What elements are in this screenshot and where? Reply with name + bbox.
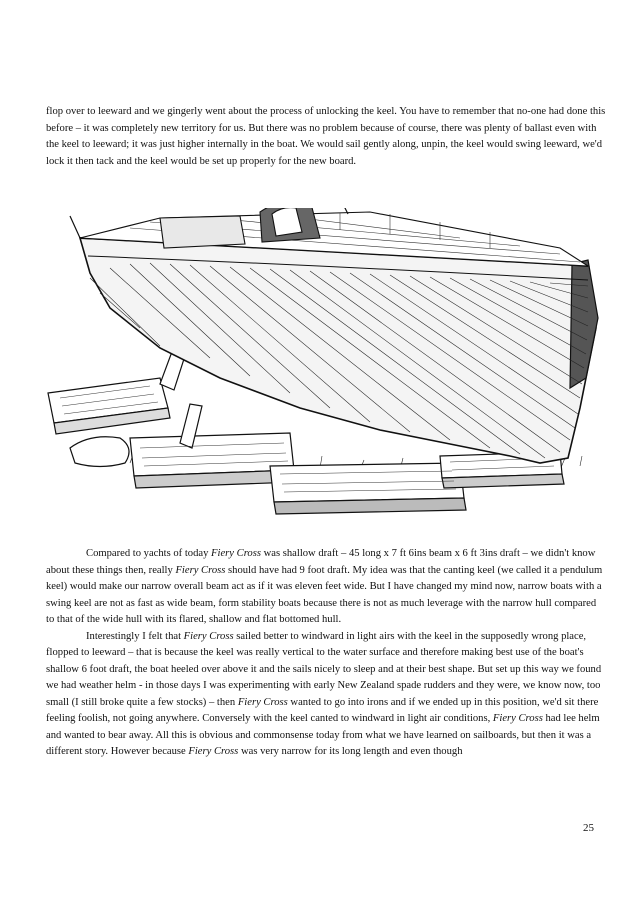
text-run: sailed better to windward in light airs with the keel in the supposedly wrong place, flopped to leeward – that is because the keel was really vertical to the water surface and therefore making best use of the boat's shallow 6 foot draft, the boat heeled over above it and the sails nicely to sleep and at their best shape. But set up this way we found we had weather helm - in those days I was experimenting with early New Zealand spade rudders and they were, we know now, too small (I still broke quite a few stocks) – then	[46, 630, 602, 708]
text-run: had lee helm and wanted to bear away. All this is obvious and commonsense today from what we have learned on sailboards, but then it was a different story. However because	[46, 713, 600, 757]
boat-name: Fiery Cross	[175, 564, 226, 576]
boat-name: Fiery Cross	[211, 548, 261, 559]
boat-name: Fiery Cross	[183, 630, 234, 642]
boat-name: Fiery Cross	[188, 746, 239, 757]
text-run: was very narrow for its long length and even though	[238, 746, 463, 757]
intro-paragraph: flop over to leeward and we gingerly went about the process of unlocking the keel. You have to remember that no-one had done this before – it was completely new territory for us. But there was no problem because of course, there was plenty of ballast even with the keel to leeward; it was just higher internally in the boat. We would sail gently along, unpin, the keel would swing leeward, we'd lock it then tack and the keel would be set up properly for the new board.	[46, 106, 606, 167]
text-run: Interestingly I felt that	[86, 630, 184, 642]
page-number: 25	[583, 822, 594, 834]
boat-name: Fiery Cross	[492, 713, 543, 724]
text-run: Compared to yachts of today	[86, 548, 212, 559]
body-paragraph-2	[46, 629, 606, 761]
body-paragraph-1	[46, 546, 606, 629]
boat-name: Fiery Cross	[237, 696, 288, 708]
text-run: was shallow draft – 45 long x 7 ft 6ins beam x 6 ft 3ins draft – we didn't know about these things then, really	[46, 548, 596, 576]
boat-illustration	[40, 208, 610, 526]
body-text	[46, 546, 606, 761]
text-run: should have had 9 foot draft. My idea was that the canting keel (we called it a pendulum keel) would make our narrow overall beam act as if it was eleven feet wide. But I have changed my mind now, narrow boats with a swing keel are not as fast as wide beam, form stability boats because there is not as much leverage with the narrow hull compared to that of the wide hull with its flared, shallow and flat bottomed hull.	[46, 564, 603, 625]
text-run: wanted to go into irons and if we ended up in this position, we'd sit there feeling foolish, not going anywhere. Conversely with the keel canted to windward in light air conditions,	[46, 696, 599, 724]
boat-hull	[80, 238, 598, 463]
